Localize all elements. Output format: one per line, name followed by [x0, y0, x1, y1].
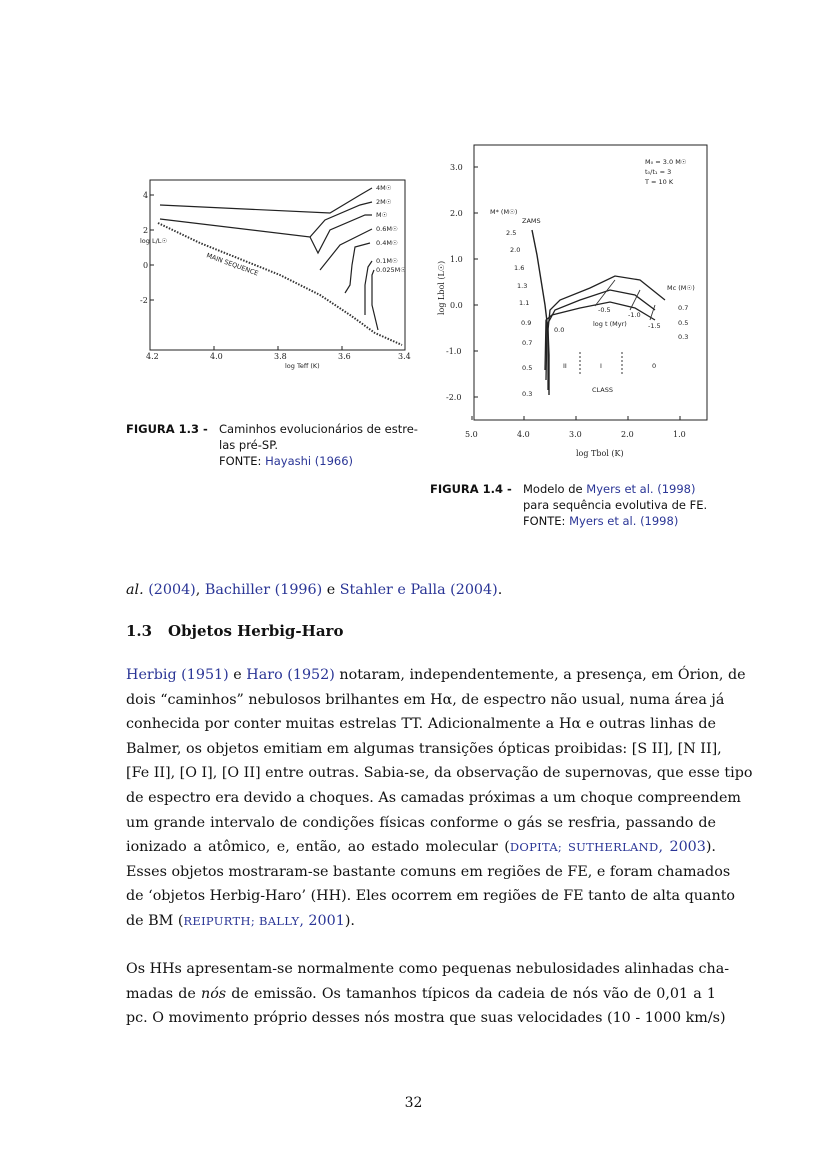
fig14-left-1: 2.0 — [510, 246, 521, 254]
cite-al-2004[interactable]: (2004) — [148, 582, 196, 598]
cite-dopita-year[interactable]: , 2003 — [658, 839, 706, 856]
p1-line-11 — [126, 909, 716, 934]
fig14-curve-label-1: -1.0 — [628, 311, 641, 319]
paragraph-1 — [126, 663, 753, 934]
fig14-ytick-4: -1.0 — [446, 347, 462, 356]
fig13-ytick-0: 4 — [143, 191, 149, 200]
fig14-fonte-link[interactable]: Myers et al. (1998) — [569, 514, 679, 528]
p2-emphasis-nos: nós — [200, 985, 227, 1002]
fig13-ylabel: log L/L☉ — [140, 237, 168, 245]
p1-and: e — [228, 667, 247, 683]
fig13-track-label-6: 0.025M☉ — [376, 266, 407, 274]
fig13-xtick-2: 3.8 — [274, 352, 287, 361]
section-number: 1.3 — [126, 622, 153, 640]
fig14-left-3: 1.3 — [517, 282, 528, 290]
fig14-left-2: 1.6 — [514, 264, 525, 272]
fig13-fonte — [126, 453, 426, 469]
fig14-xtick-2: 3.0 — [569, 430, 582, 439]
p1-line-9: Esses objetos mostraram-se bastante comuns em regiões de FE, e foram chamados — [126, 863, 731, 880]
fig13-xlabel: log Teff (K) — [285, 362, 320, 370]
fig14-caption-label: FIGURA 1.4 - — [430, 482, 512, 496]
fig13-xtick-1: 4.0 — [210, 352, 223, 361]
p1-line-4: Balmer, os objetos emitiam em algumas transições ópticas proibidas: [S II], [N II], — [126, 740, 722, 757]
fig13-xtick-3: 3.6 — [338, 352, 351, 361]
fig14-ytick-0: 3.0 — [450, 163, 463, 172]
cite-bachiller-1996[interactable]: Bachiller (1996) — [204, 582, 323, 598]
fig14-xtick-3: 2.0 — [621, 430, 634, 439]
fig14-left-4: 1.1 — [519, 299, 530, 307]
fig14-curve-label-3: 0.0 — [554, 326, 565, 334]
fig14-param-0: M₀ = 3.0 M☉ — [645, 158, 687, 166]
fig14-left-8: 0.3 — [522, 390, 533, 398]
fig14-right-2: 0.3 — [678, 333, 689, 341]
section-heading — [126, 622, 343, 640]
fig14-left-6: 0.7 — [522, 339, 533, 347]
p1-line-10: de ‘objetos Herbig-Haro’ (HH). Eles ocorrem em regiões de FE tanto de alta quanto — [126, 888, 736, 905]
fig14-class-label: CLASS — [592, 386, 614, 394]
p1-line-11-pre: de BM ( — [126, 912, 184, 929]
p1-line-1 — [126, 663, 746, 688]
sep-2: e — [322, 582, 340, 598]
fig14-class-2: 0 — [652, 362, 657, 370]
fig14-right-1: 0.5 — [678, 319, 689, 327]
cite-stahler-palla-2004[interactable]: Stahler e Palla (2004) — [339, 582, 498, 598]
fig14-ytick-1: 2.0 — [450, 209, 463, 218]
fig13-caption-line1: Caminhos evolucionários de estre- — [219, 422, 418, 436]
fig13-xtick-4: 3.4 — [398, 352, 411, 361]
paragraph-2 — [126, 957, 730, 1031]
fig14-curve-label-2: -1.5 — [648, 322, 661, 330]
fig14-class-1: I — [600, 362, 602, 370]
continuation-al: al. — [126, 582, 144, 598]
fig13-fonte-prefix: FONTE: — [219, 454, 262, 468]
fig14-param-2: T = 10 K — [645, 178, 674, 186]
fig14-ytick-3: 0.0 — [450, 301, 463, 310]
cite-herbig-1951[interactable]: Herbig (1951) — [126, 667, 229, 683]
figure-1-3-caption — [126, 421, 426, 469]
cite-reipurth-bally[interactable]: REIPURTH; BALLY — [183, 913, 300, 928]
p2-line-3: pc. O movimento próprio desses nós mostra que suas velocidades (10 - 1000 km/s) — [126, 1010, 726, 1027]
fig14-left-header: M* (M☉) — [490, 208, 518, 216]
p1-line-11-post: ). — [344, 912, 355, 929]
fig14-caption-link[interactable]: Myers et al. (1998) — [586, 482, 696, 496]
p1-line-8-pre: ionizado a atômico, e, então, ao estado molecular ( — [126, 839, 510, 856]
fig13-ytick-3: -2 — [140, 296, 148, 305]
fig14-xtick-4: 1.0 — [673, 430, 686, 439]
fig14-inner-label: log t (Myr) — [593, 320, 627, 328]
fig14-caption-prefix: Modelo de — [523, 482, 583, 496]
p1-line-5: [Fe II], [O I], [O II] entre outras. Sabia-se, da observação de supernovas, que esse tipo — [126, 765, 753, 782]
continuation-line — [126, 582, 502, 598]
fig14-xtick-1: 4.0 — [517, 430, 530, 439]
fig14-right-header: Mc (M☉) — [667, 284, 695, 292]
p1-line-8 — [126, 835, 716, 860]
p1-line-6: de espectro era devido a choques. As camadas próximas a um choque compreendem — [126, 789, 741, 806]
figure-1-4-image — [430, 140, 715, 468]
p1-line-8-post: ). — [705, 839, 716, 856]
fig13-track-label-5: 0.1M☉ — [376, 257, 398, 265]
fig13-track-label-0: 4M☉ — [376, 184, 392, 192]
fig14-curve-label-0: -0.5 — [598, 306, 611, 314]
p1-line-7: um grande intervalo de condições físicas conforme o gás se resfria, passando de — [126, 814, 716, 831]
sep-3: . — [497, 582, 503, 598]
fig13-ytick-1: 2 — [143, 226, 149, 235]
fig14-param-1: t₀/t₁ = 3 — [645, 168, 672, 176]
fig14-ytick-2: 1.0 — [450, 255, 463, 264]
p1-line-3: conhecida por conter muitas estrelas TT. Adicionalmente a Hα e outras linhas de — [126, 716, 716, 733]
p1-line-1-rest: notaram, independentemente, a presença, em Órion, de — [334, 667, 746, 683]
fig14-xtick-0: 5.0 — [465, 430, 478, 439]
fig13-track-label-4: 0.4M☉ — [376, 239, 398, 247]
fig14-fonte-prefix: FONTE: — [523, 514, 566, 528]
fig14-fonte — [430, 513, 730, 529]
fig13-caption-label: FIGURA 1.3 - — [126, 422, 208, 436]
page-number: 32 — [404, 1095, 423, 1111]
cite-haro-1952[interactable]: Haro (1952) — [246, 667, 335, 683]
fig14-left-7: 0.5 — [522, 364, 533, 372]
cite-dopita-sutherland[interactable]: DOPITA; SUTHERLAND — [509, 840, 659, 855]
figure-1-3-image — [140, 175, 412, 370]
fig13-track-label-2: M☉ — [376, 211, 388, 219]
fig13-fonte-link[interactable]: Hayashi (1966) — [265, 454, 354, 468]
fig13-track-label-1: 2M☉ — [376, 198, 392, 206]
fig14-class-0: II — [563, 362, 567, 370]
p2-line-1: Os HHs apresentam-se normalmente como pequenas nebulosidades alinhadas cha- — [126, 961, 730, 977]
fig13-ytick-2: 0 — [143, 261, 149, 270]
fig14-caption-line2: para sequência evolutiva de FE. — [523, 498, 708, 512]
fig14-ylabel: log Lbol (L☉) — [437, 260, 446, 315]
sep-1: , — [195, 582, 205, 598]
fig14-left-5: 0.9 — [521, 319, 532, 327]
p2-line-2 — [126, 982, 716, 1007]
fig14-right-0: 0.7 — [678, 304, 689, 312]
p1-line-2: dois “caminhos” nebulosos brilhantes em Hα, de espectro não usual, numa área já — [126, 691, 725, 708]
section-title: Objetos Herbig-Haro — [168, 622, 344, 640]
fig13-main-sequence-label: MAIN SEQUENCE — [205, 251, 260, 278]
fig14-ytick-5: -2.0 — [446, 393, 462, 402]
fig14-xlabel: log Tbol (K) — [576, 449, 624, 458]
fig13-xtick-0: 4.2 — [146, 352, 159, 361]
p2-line-2-post: de emissão. Os tamanhos típicos da cadeia de nós vão de 0,01 a 1 — [226, 985, 717, 1002]
p2-line-2-pre: madas de — [126, 985, 201, 1002]
fig13-track-label-3: 0.6M☉ — [376, 225, 398, 233]
figure-1-4-caption — [430, 481, 730, 529]
cite-reipurth-year[interactable]: , 2001 — [299, 912, 345, 929]
fig14-left-0: 2.5 — [506, 229, 517, 237]
fig14-zams: ZAMS — [522, 217, 541, 225]
fig13-caption-line2: las pré-SP. — [219, 438, 278, 452]
